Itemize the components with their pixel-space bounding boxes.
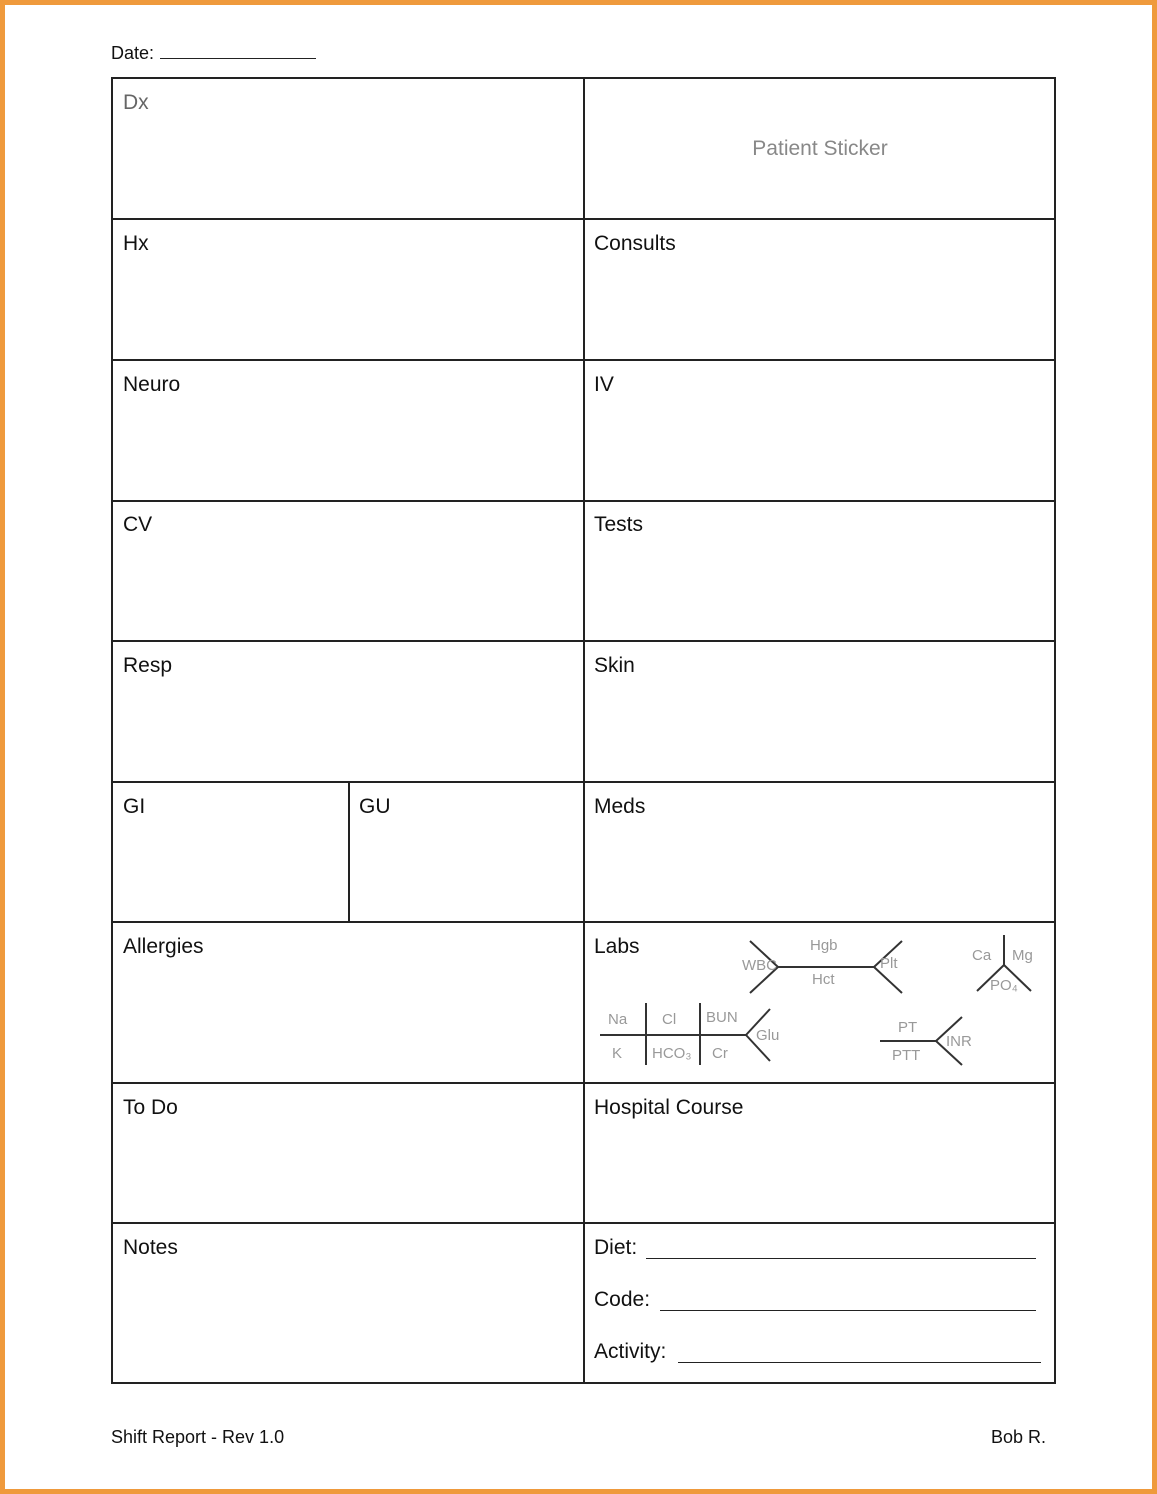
iv-box[interactable]	[584, 361, 1056, 501]
mg-label: Mg	[1012, 947, 1033, 964]
cl-label: Cl	[662, 1011, 677, 1028]
footer-form-version: Shift Report - Rev 1.0	[111, 1427, 285, 1447]
neuro-box[interactable]	[113, 361, 584, 501]
hx-label: Hx	[123, 232, 149, 255]
diet-line[interactable]	[646, 1258, 1036, 1259]
tests-label: Tests	[594, 513, 644, 536]
consults-label: Consults	[594, 232, 676, 255]
notes-box[interactable]	[113, 1224, 584, 1382]
meds-box[interactable]	[584, 783, 1056, 923]
gi-box[interactable]	[113, 783, 349, 923]
diet-label: Diet:	[594, 1236, 638, 1259]
po4-label: PO₄	[990, 977, 1018, 994]
labs-label: Labs	[594, 935, 640, 958]
allergies-box[interactable]	[113, 923, 584, 1083]
resp-box[interactable]	[113, 642, 584, 782]
gi-label: GI	[123, 795, 146, 818]
dx-label: Dx	[123, 91, 149, 114]
patient-sticker-label: Patient Sticker	[752, 137, 888, 160]
report-grid	[111, 77, 1056, 1384]
hgb-label: Hgb	[810, 937, 838, 954]
hco3-label: HCO₃	[652, 1045, 692, 1062]
plt-label: Plt	[880, 955, 898, 972]
cv-box[interactable]	[113, 501, 584, 641]
skin-box[interactable]	[584, 642, 1056, 782]
tests-box[interactable]	[584, 501, 1056, 641]
activity-label: Activity:	[594, 1340, 667, 1363]
inr-label: INR	[946, 1033, 972, 1050]
todo-box[interactable]	[113, 1084, 584, 1224]
dx-box[interactable]	[113, 79, 584, 219]
activity-line[interactable]	[678, 1362, 1041, 1363]
hospital-course-box[interactable]	[584, 1084, 1056, 1224]
date-label: Date:	[111, 43, 155, 63]
consults-box[interactable]	[584, 220, 1056, 360]
ca-label: Ca	[972, 947, 992, 964]
pt-label: PT	[898, 1019, 918, 1036]
hct-label: Hct	[812, 971, 835, 988]
date-line	[160, 57, 316, 59]
labs-box[interactable]	[584, 923, 1056, 1083]
skin-label: Skin	[594, 654, 635, 677]
resp-label: Resp	[123, 654, 173, 677]
na-label: Na	[608, 1011, 628, 1028]
allergies-label: Allergies	[123, 935, 204, 958]
code-label: Code:	[594, 1288, 651, 1311]
glu-label: Glu	[756, 1027, 780, 1044]
wbc-label: WBC	[742, 957, 777, 974]
code-line[interactable]	[660, 1310, 1036, 1311]
cv-label: CV	[123, 513, 153, 536]
hx-box[interactable]	[113, 220, 584, 360]
footer-author: Bob R.	[990, 1427, 1046, 1447]
gu-box[interactable]	[349, 783, 584, 923]
cr-label: Cr	[712, 1045, 728, 1062]
diet-code-activity-box	[584, 1224, 1056, 1382]
iv-label: IV	[594, 373, 614, 396]
gu-label: GU	[359, 795, 391, 818]
notes-label: Notes	[123, 1236, 178, 1259]
hospital-course-label: Hospital Course	[594, 1096, 744, 1119]
bun-label: BUN	[706, 1009, 738, 1026]
k-label: K	[612, 1045, 623, 1062]
neuro-label: Neuro	[123, 373, 181, 396]
date-field[interactable]	[111, 43, 316, 64]
meds-label: Meds	[594, 795, 646, 818]
ptt-label: PTT	[892, 1047, 921, 1064]
todo-label: To Do	[123, 1096, 178, 1119]
patient-sticker-box	[584, 79, 1056, 219]
